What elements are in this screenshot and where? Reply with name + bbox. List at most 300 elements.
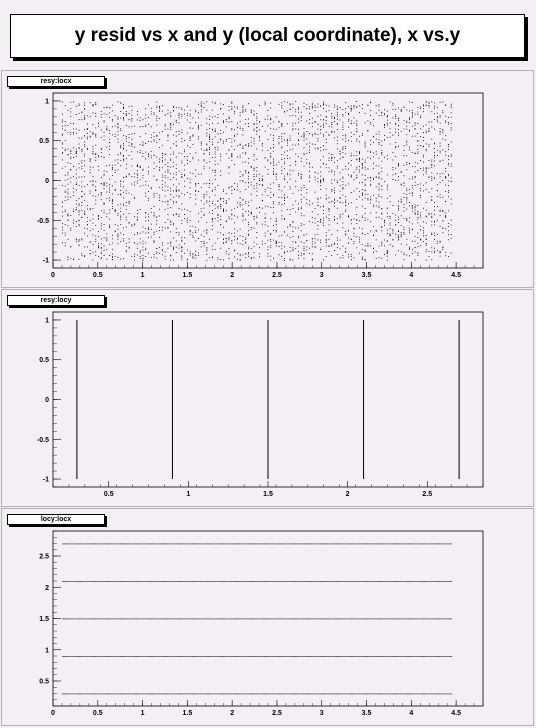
data-point [137,244,138,245]
data-point [137,217,138,218]
data-point [440,151,441,152]
data-point [342,184,343,185]
data-point [326,195,327,196]
data-point [338,694,339,695]
data-point [220,248,221,249]
data-point [365,145,366,146]
data-point [215,128,216,129]
data-point [265,233,266,234]
data-point [370,221,371,222]
data-point [262,241,263,242]
data-point [359,152,360,153]
data-point [375,619,376,620]
data-point [254,138,255,139]
data-point [237,230,238,231]
data-point [134,656,135,657]
data-point [417,170,418,171]
data-point [269,656,270,657]
data-point [309,142,310,143]
data-point [392,246,393,247]
data-point [204,204,205,205]
data-point [440,123,441,124]
data-point [65,192,66,193]
data-point [370,184,371,185]
data-point [237,203,238,204]
data-point [365,656,366,657]
data-point [173,197,174,198]
data-point [317,198,318,199]
data-point [279,142,280,143]
data-point [304,215,305,216]
data-point [262,179,263,180]
data-point [149,619,150,620]
data-point [226,153,227,154]
data-point [415,122,416,123]
data-point [448,223,449,224]
data-point [373,168,374,169]
data-point [206,149,207,150]
data-point [90,250,91,251]
data-point [383,619,384,620]
data-point [426,189,427,190]
data-point [129,142,130,143]
data-point [320,176,321,177]
data-point [440,211,441,212]
data-point [387,116,388,117]
data-point [367,169,368,170]
data-point [111,694,112,695]
data-point [85,619,86,620]
data-point [229,173,230,174]
data-point [92,581,93,582]
data-point [365,113,366,114]
data-point [406,694,407,695]
data-point [373,235,374,236]
data-point [354,179,355,180]
data-point [281,235,282,236]
data-point [209,656,210,657]
data-point [356,167,357,168]
data-point [159,237,160,238]
data-point [204,208,205,209]
data-point [84,171,85,172]
data-point [427,694,428,695]
data-point [353,619,354,620]
data-point [403,656,404,657]
data-point [440,242,441,243]
data-point [447,619,448,620]
data-point [137,177,138,178]
data-point [99,656,100,657]
data-point [404,694,405,695]
data-point [412,241,413,242]
data-point [348,254,349,255]
data-point [417,133,418,134]
data-point [64,656,65,657]
data-point [270,157,271,158]
data-point [220,694,221,695]
data-point [84,109,85,110]
data-point [76,238,77,239]
data-point [351,694,352,695]
data-point [109,200,110,201]
data-point [384,124,385,125]
data-point [106,214,107,215]
data-point [451,105,452,106]
data-point [115,656,116,657]
data-point [70,116,71,117]
data-point [145,581,146,582]
data-point [90,209,91,210]
data-point [69,694,70,695]
data-point [202,656,203,657]
data-point [267,187,268,188]
data-point [451,104,452,105]
data-point [426,167,427,168]
data-point [379,183,380,184]
data-point [76,184,77,185]
data-point [256,183,257,184]
data-point [134,694,135,695]
data-point [348,113,349,114]
data-point [390,228,391,229]
data-point [337,240,338,241]
data-point [112,208,113,209]
data-point [90,172,91,173]
data-point [392,229,393,230]
data-point [451,253,452,254]
data-point [281,159,282,160]
data-point [437,116,438,117]
data-point [265,218,266,219]
data-point [156,251,157,252]
data-point [441,694,442,695]
data-point [106,186,107,187]
data-point [290,247,291,248]
data-point [333,694,334,695]
data-point [317,202,318,203]
data-point [412,249,413,250]
data-point [165,656,166,657]
data-point [121,656,122,657]
data-point [117,619,118,620]
data-point [434,155,435,156]
data-point [254,170,255,171]
data-point [290,138,291,139]
data-point [387,186,388,187]
data-point [129,155,130,156]
data-point [109,226,110,227]
data-point [309,253,310,254]
data-point [404,254,405,255]
data-point [365,162,366,163]
data-point [387,260,388,261]
data-point [96,581,97,582]
data-point [290,214,291,215]
data-point [156,217,157,218]
data-point [206,143,207,144]
data-point [191,656,192,657]
data-point [115,256,116,257]
data-point [312,238,313,239]
data-point [440,694,441,695]
data-point [411,619,412,620]
data-point [116,619,117,620]
data-point [137,694,138,695]
data-point [254,228,255,229]
data-point [295,227,296,228]
data-point [334,118,335,119]
data-point [337,247,338,248]
data-point [373,119,374,120]
data-point [364,619,365,620]
data-point [240,157,241,158]
data-point [387,253,388,254]
data-point [304,197,305,198]
data-point [98,166,99,167]
data-point [367,243,368,244]
data-point [162,177,163,178]
data-point [220,219,221,220]
data-point [90,581,91,582]
data-point [151,134,152,135]
data-point [284,176,285,177]
data-point [148,191,149,192]
data-point [70,215,71,216]
data-point [279,136,280,137]
data-point [170,129,171,130]
data-point [379,194,380,195]
data-point [142,656,143,657]
data-point [273,230,274,231]
data-point [406,255,407,256]
data-point [415,260,416,261]
data-point [429,144,430,145]
data-point [387,656,388,657]
data-point [406,121,407,122]
data-point [226,200,227,201]
data-point [355,694,356,695]
data-point [331,116,332,117]
data-point [312,656,313,657]
data-point [140,258,141,259]
data-point [304,147,305,148]
data-point [204,150,205,151]
data-point [240,229,241,230]
data-point [145,220,146,221]
data-point [309,119,310,120]
data-point [90,161,91,162]
data-point [370,180,371,181]
data-point [409,117,410,118]
data-point [323,220,324,221]
data-point [151,619,152,620]
data-point [192,117,193,118]
data-point [392,117,393,118]
data-point [131,256,132,257]
data-point [220,199,221,200]
data-point [73,259,74,260]
data-point [434,177,435,178]
data-point [179,131,180,132]
data-point [281,210,282,211]
data-point [134,133,135,134]
data-point [339,619,340,620]
data-point [215,147,216,148]
data-point [145,217,146,218]
data-point [272,694,273,695]
data-point [245,111,246,112]
data-point [196,656,197,657]
data-point [212,218,213,219]
data-point [354,233,355,234]
data-point [195,183,196,184]
data-point [223,209,224,210]
data-point [70,246,71,247]
data-point [115,182,116,183]
data-point [298,237,299,238]
data-point [445,140,446,141]
data-point [201,241,202,242]
data-point [148,156,149,157]
data-point [412,178,413,179]
data-point [212,256,213,257]
data-point [190,255,191,256]
data-point [80,656,81,657]
data-point [138,694,139,695]
data-point [409,232,410,233]
data-point [415,125,416,126]
data-point [226,126,227,127]
data-point [204,214,205,215]
data-point [304,153,305,154]
data-point [420,229,421,230]
data-point [445,155,446,156]
data-point [326,117,327,118]
data-point [427,619,428,620]
data-point [379,172,380,173]
data-point [290,251,291,252]
data-point [217,114,218,115]
data-point [292,149,293,150]
data-point [106,619,107,620]
data-point [179,232,180,233]
data-point [287,150,288,151]
data-point [451,117,452,118]
data-point [137,119,138,120]
data-point [417,112,418,113]
data-point [240,155,241,156]
data-point [242,111,243,112]
data-point [294,656,295,657]
data-point [259,180,260,181]
data-point [101,243,102,244]
data-point [406,129,407,130]
data-point [320,106,321,107]
data-point [212,213,213,214]
data-point [278,619,279,620]
data-point [173,619,174,620]
data-point [115,210,116,211]
data-point [130,694,131,695]
data-point [437,196,438,197]
data-point [123,214,124,215]
data-point [300,694,301,695]
data-point [273,195,274,196]
data-point [148,229,149,230]
data-point [264,694,265,695]
data-point [162,245,163,246]
data-point [148,656,149,657]
data-point [98,156,99,157]
data-point [265,224,266,225]
data-point [148,216,149,217]
data-point [91,656,92,657]
data-point [223,121,224,122]
data-point [165,694,166,695]
y-tick-label: -1 [42,257,49,265]
data-point [217,232,218,233]
data-point [223,104,224,105]
data-point [378,694,379,695]
data-point [118,139,119,140]
data-point [295,212,296,213]
data-point [93,106,94,107]
data-point [112,581,113,582]
data-point [137,210,138,211]
data-point [151,111,152,112]
data-point [417,141,418,142]
data-point [231,190,232,191]
data-point [376,151,377,152]
data-point [323,163,324,164]
data-point [362,195,363,196]
data-point [445,135,446,136]
data-point [434,152,435,153]
data-point [215,243,216,244]
data-point [103,656,104,657]
data-point [415,153,416,154]
data-point [79,656,80,657]
y-tick-label: 0 [45,178,49,185]
data-point [259,184,260,185]
data-point [149,694,150,695]
data-point [306,234,307,235]
data-point [137,220,138,221]
data-point [170,207,171,208]
data-point [184,209,185,210]
data-point [365,184,366,185]
data-point [309,181,310,182]
data-point [106,171,107,172]
data-point [176,232,177,233]
data-point [340,197,341,198]
data-point [93,181,94,182]
data-point [289,656,290,657]
data-point [256,217,257,218]
data-point [109,210,110,211]
data-point [298,175,299,176]
data-point [176,252,177,253]
data-point [354,190,355,191]
data-point [306,153,307,154]
data-point [404,207,405,208]
data-point [381,154,382,155]
data-point [381,186,382,187]
data-point [130,581,131,582]
data-point [112,185,113,186]
data-point [120,204,121,205]
